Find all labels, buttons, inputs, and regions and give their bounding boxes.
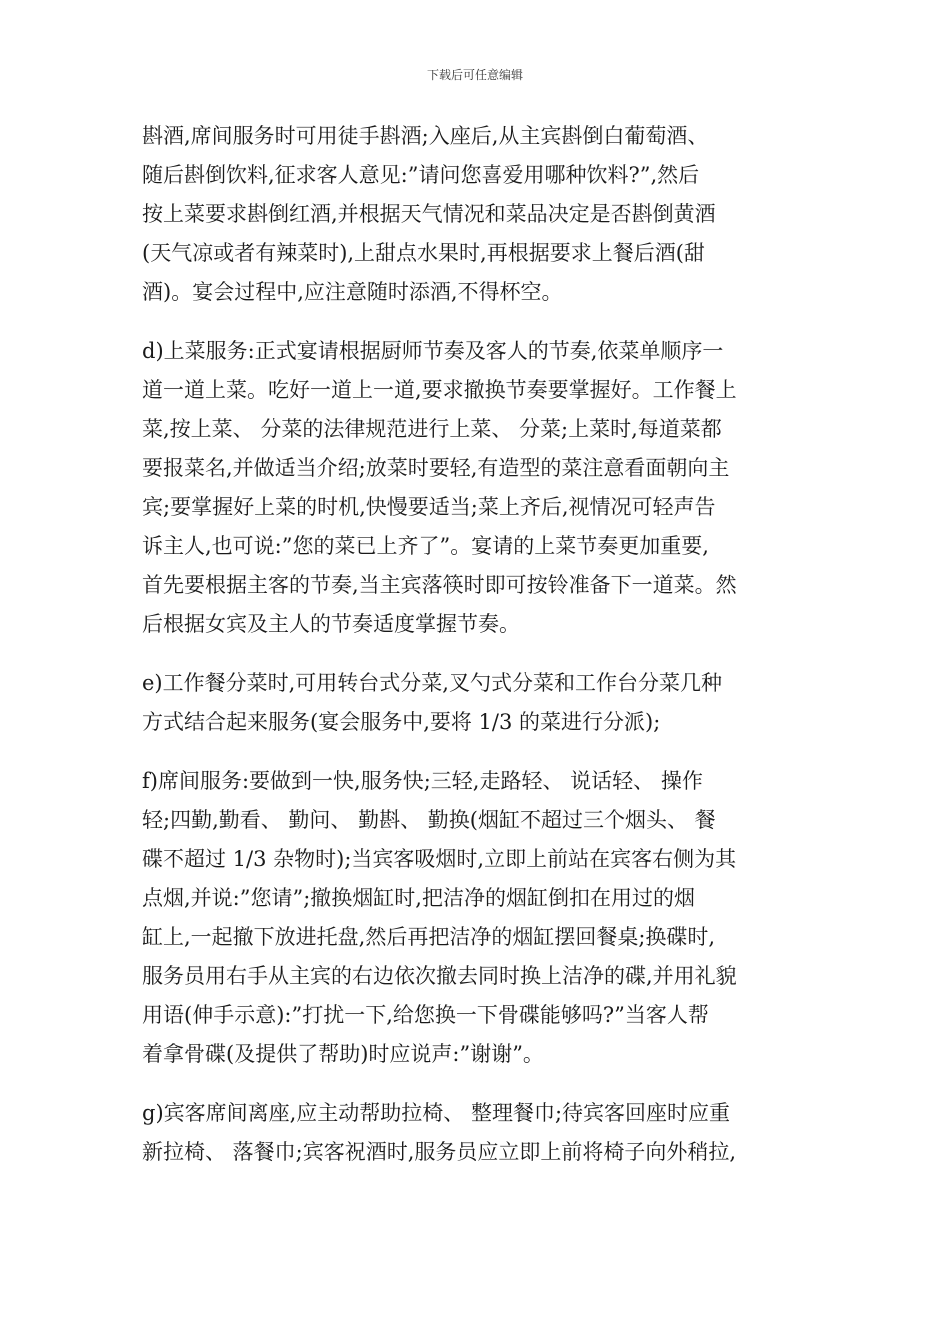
- text-line: f)席间服务:要做到一快,服务快;三轻,走路轻、 说话轻、 操作: [142, 769, 703, 793]
- text-line: 诉主人,也可说:”您的菜已上齐了”。宴请的上菜节奏更加重要,: [142, 534, 709, 558]
- text-line: g)宾客席间离座,应主动帮助拉椅、 整理餐巾;待宾客回座时应重: [142, 1101, 731, 1125]
- document-body: [142, 117, 822, 1192]
- text-line: (天气凉或者有辣菜时),上甜点水果时,再根据要求上餐后酒(甜: [142, 241, 705, 265]
- text-line: 按上菜要求斟倒红酒,并根据天气情况和菜品决定是否斟倒黄酒: [142, 202, 716, 226]
- text-line: 首先要根据主客的节奏,当主宾落筷时即可按铃准备下一道菜。然: [142, 573, 737, 597]
- text-line: 方式结合起来服务(宴会服务中,要将 1/3 的菜进行分派);: [142, 710, 661, 734]
- text-line: 轻;四勤,勤看、 勤问、 勤斟、 勤换(烟缸不超过三个烟头、 餐: [142, 808, 716, 832]
- text-line: 酒)。宴会过程中,应注意随时添酒,不得杯空。: [142, 280, 563, 304]
- text-line: 点烟,并说:”您请”;撤换烟缸时,把洁净的烟缸倒扣在用过的烟: [142, 886, 695, 910]
- paragraph: [142, 762, 822, 1074]
- paragraph: [142, 1094, 822, 1172]
- text-line: 后根据女宾及主人的节奏适度掌握节奏。: [142, 612, 520, 636]
- text-line: 着拿骨碟(及提供了帮助)时应说声:”谢谢”。: [142, 1042, 544, 1066]
- text-line: 菜,按上菜、 分菜的法律规范进行上菜、 分菜;上菜时,每道菜都: [142, 417, 722, 441]
- text-line: 道一道上菜。吃好一道上一道,要求撤换节奏要掌握好。工作餐上: [142, 378, 737, 402]
- text-line: e)工作餐分菜时,可用转台式分菜,叉勺式分菜和工作台分菜几种: [142, 671, 722, 695]
- text-line: d)上菜服务:正式宴请根据厨师节奏及客人的节奏,依菜单顺序一: [142, 339, 724, 363]
- text-line: 缸上,一起撤下放进托盘,然后再把洁净的烟缸摆回餐桌;换碟时,: [142, 925, 716, 949]
- text-line: 斟酒,席间服务时可用徒手斟酒;入座后,从主宾斟倒白葡萄酒、: [142, 124, 709, 148]
- text-line: 服务员用右手从主宾的右边依次撤去同时换上洁净的碟,并用礼貌: [142, 964, 737, 988]
- text-line: 随后斟倒饮料,征求客人意见:”请问您喜爱用哪种饮料?”,然后: [142, 163, 700, 187]
- page-header: 下载后可任意编辑: [426, 68, 523, 82]
- text-line: 宾;要掌握好上菜的时机,快慢要适当;菜上齐后,视情况可轻声告: [142, 495, 716, 519]
- paragraph: [142, 117, 822, 312]
- text-line: 用语(伸手示意):”打扰一下,给您换一下骨碟能够吗?”当客人帮: [142, 1003, 709, 1027]
- paragraph: [142, 664, 822, 742]
- paragraph: [142, 332, 822, 644]
- text-line: 新拉椅、 落餐巾;宾客祝酒时,服务员应立即上前将椅子向外稍拉,: [142, 1140, 737, 1164]
- text-line: 碟不超过 1/3 杂物时);当宾客吸烟时,立即上前站在宾客右侧为其: [142, 847, 737, 871]
- text-line: 要报菜名,并做适当介绍;放菜时要轻,有造型的菜注意看面朝向主: [142, 456, 730, 480]
